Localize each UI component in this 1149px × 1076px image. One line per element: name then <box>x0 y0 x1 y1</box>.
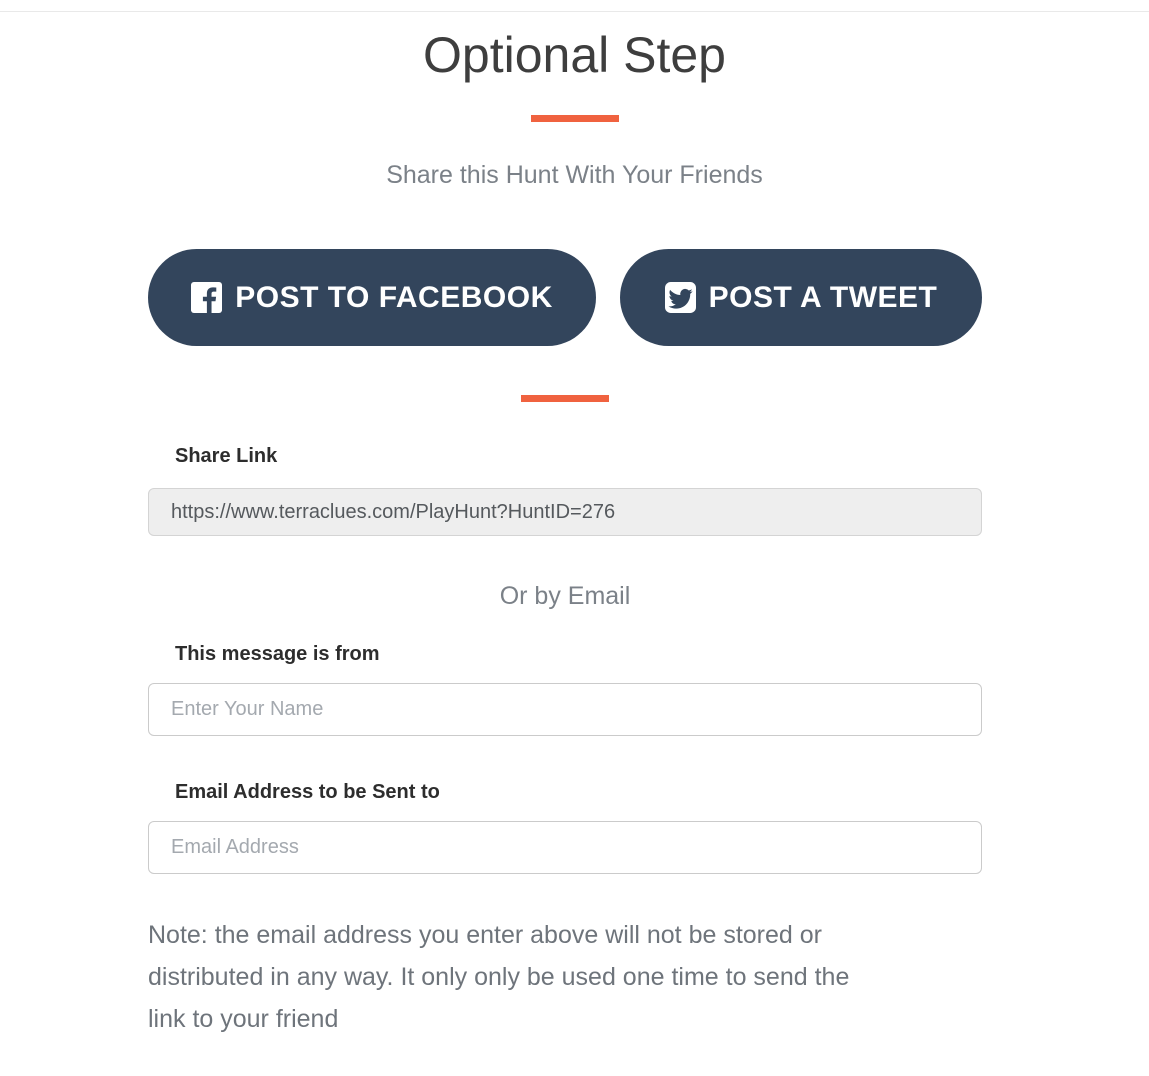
note-line: distributed in any way. It only only be used one time to send the <box>148 963 850 991</box>
note-line: Note: the email address you enter above will not be stored or <box>148 921 822 949</box>
post-a-tweet-button[interactable] <box>620 249 982 346</box>
accent-divider <box>521 395 609 402</box>
note-line: link to your friend <box>148 1005 339 1033</box>
email-privacy-note <box>148 914 982 1040</box>
main-content <box>148 249 982 1040</box>
message-from-label: This message is from <box>175 643 380 665</box>
recipient-email-input[interactable] <box>148 821 982 874</box>
page-title: Optional Step <box>423 27 726 83</box>
post-a-tweet-label: POST A TWEET <box>708 280 938 314</box>
twitter-square-icon <box>665 282 696 313</box>
accent-divider <box>531 115 619 122</box>
email-address-label: Email Address to be Sent to <box>175 781 440 803</box>
top-divider-rule <box>0 11 1149 12</box>
share-subtitle: Share this Hunt With Your Friends <box>386 161 763 189</box>
post-to-facebook-button[interactable] <box>148 249 596 346</box>
share-link-label: Share Link <box>175 445 278 467</box>
or-by-email-heading: Or by Email <box>499 582 631 610</box>
facebook-square-icon <box>191 282 222 313</box>
share-link-input[interactable] <box>148 488 982 536</box>
social-buttons-row <box>148 249 982 346</box>
post-to-facebook-label: POST TO FACEBOOK <box>235 280 553 314</box>
sender-name-input[interactable] <box>148 683 982 736</box>
